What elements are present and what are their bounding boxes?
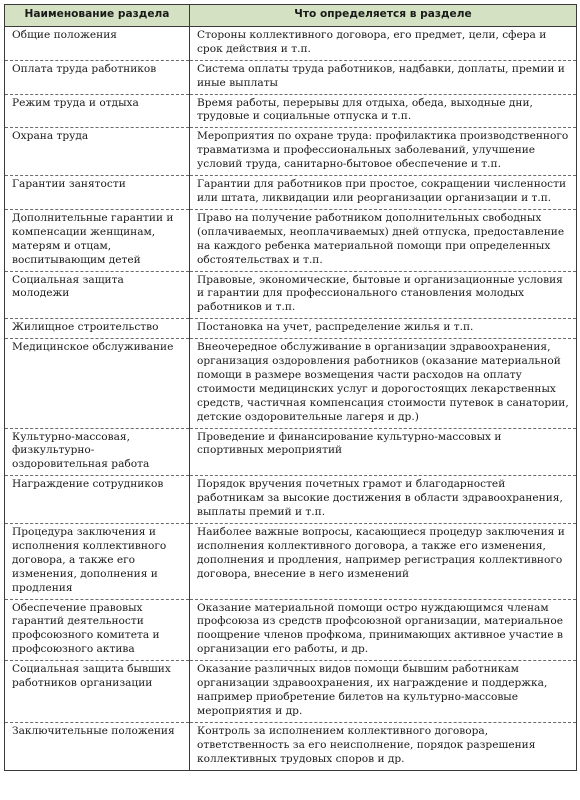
section-description-cell: Постановка на учет, распределение жилья и т.п. — [190, 319, 577, 339]
section-description-cell: Порядок вручения почетных грамот и благодарностей работникам за высокие достижения в области здравоохранения, выплаты премий и т.п. — [190, 476, 577, 524]
section-name-cell: Обеспечение правовых гарантий деятельности профсоюзного комитета и профсоюзного актива — [5, 599, 190, 661]
section-description-cell: Внеочередное обслуживание в организации здравоохранения, организация оздоровления работников (оказание материальной помощи в размере возмещения части расходов на оплату стоимости медицинских услуг и дорогостоящих лекарственных средств, частичная компенсация стоимости путевок в санатории, детские оздоровительные лагеря и др.) — [190, 339, 577, 428]
table-header-row — [5, 5, 577, 27]
table-row — [5, 661, 577, 723]
table-row — [5, 599, 577, 661]
section-description-cell: Наиболее важные вопросы, касающиеся процедур заключения и исполнения коллективного договора, а также его изменения, дополнения и продления, например регистрация коллективного договора, внесение в него изменений — [190, 524, 577, 600]
section-name-cell: Оплата труда работников — [5, 60, 190, 94]
section-name-cell: Медицинское обслуживание — [5, 339, 190, 428]
column-header-section-name: Наименование раздела — [5, 5, 190, 27]
section-name-cell: Гарантии занятости — [5, 176, 190, 210]
section-description-cell: Система оплаты труда работников, надбавки, доплаты, премии и иные выплаты — [190, 60, 577, 94]
table-row — [5, 209, 577, 271]
section-description-cell: Право на получение работником дополнительных свободных (оплачиваемых, неоплачиваемых) дней отпуска, предоставление на каждого ребенка материальной помощи при определенных обстоятельствах и т.п. — [190, 209, 577, 271]
column-header-section-content: Что определяется в разделе — [190, 5, 577, 27]
table-row — [5, 26, 577, 60]
section-description-cell: Гарантии для работников при простое, сокращении численности или штата, ликвидации или реорганизации организации и т.п. — [190, 176, 577, 210]
section-name-cell: Культурно-массовая, физкультурно-оздоровительная работа — [5, 428, 190, 476]
section-description-cell: Стороны коллективного договора, его предмет, цели, сфера и срок действия и т.п. — [190, 26, 577, 60]
section-description-cell: Оказание различных видов помощи бывшим работникам организации здравоохранения, их награждение и поддержка, например приобретение билетов на культурно-массовые мероприятия и др. — [190, 661, 577, 723]
section-name-cell: Общие положения — [5, 26, 190, 60]
table-row — [5, 428, 577, 476]
table-row — [5, 128, 577, 176]
section-description-cell: Правовые, экономические, бытовые и организационные условия и гарантии для профессионального становления молодых работников и т.п. — [190, 271, 577, 319]
table-row — [5, 722, 577, 770]
section-description-cell: Проведение и финансирование культурно-массовых и спортивных мероприятий — [190, 428, 577, 476]
table-row — [5, 339, 577, 428]
section-name-cell: Социальная защита бывших работников организации — [5, 661, 190, 723]
section-description-cell: Оказание материальной помощи остро нуждающимся членам профсоюза из средств профсоюзной организации, материальное поощрение членов профкома, принимающих активное участие в организации его работы, и др. — [190, 599, 577, 661]
document-page — [4, 4, 576, 771]
table-row — [5, 60, 577, 94]
table-row — [5, 176, 577, 210]
table-row — [5, 476, 577, 524]
section-name-cell: Социальная защита молодежи — [5, 271, 190, 319]
section-name-cell: Режим труда и отдыха — [5, 94, 190, 128]
section-name-cell: Процедура заключения и исполнения коллективного договора, а также его изменения, дополнения и продления — [5, 524, 190, 600]
section-name-cell: Жилищное строительство — [5, 319, 190, 339]
table-row — [5, 271, 577, 319]
section-name-cell: Дополнительные гарантии и компенсации женщинам, матерям и отцам, воспитывающим детей — [5, 209, 190, 271]
section-description-cell: Время работы, перерывы для отдыха, обеда, выходные дни, трудовые и социальные отпуска и т.п. — [190, 94, 577, 128]
section-name-cell: Заключительные положения — [5, 722, 190, 770]
section-description-cell: Контроль за исполнением коллективного договора, ответственность за его неисполнение, порядок разрешения коллективных трудовых споров и др. — [190, 722, 577, 770]
section-name-cell: Охрана труда — [5, 128, 190, 176]
table-row — [5, 94, 577, 128]
table-row — [5, 319, 577, 339]
section-name-cell: Награждение сотрудников — [5, 476, 190, 524]
table-row — [5, 524, 577, 600]
collective-agreement-sections-table — [4, 4, 577, 771]
section-description-cell: Мероприятия по охране труда: профилактика производственного травматизма и профессиональных заболеваний, улучшение условий труда, санитарно-бытовое обеспечение и т.п. — [190, 128, 577, 176]
